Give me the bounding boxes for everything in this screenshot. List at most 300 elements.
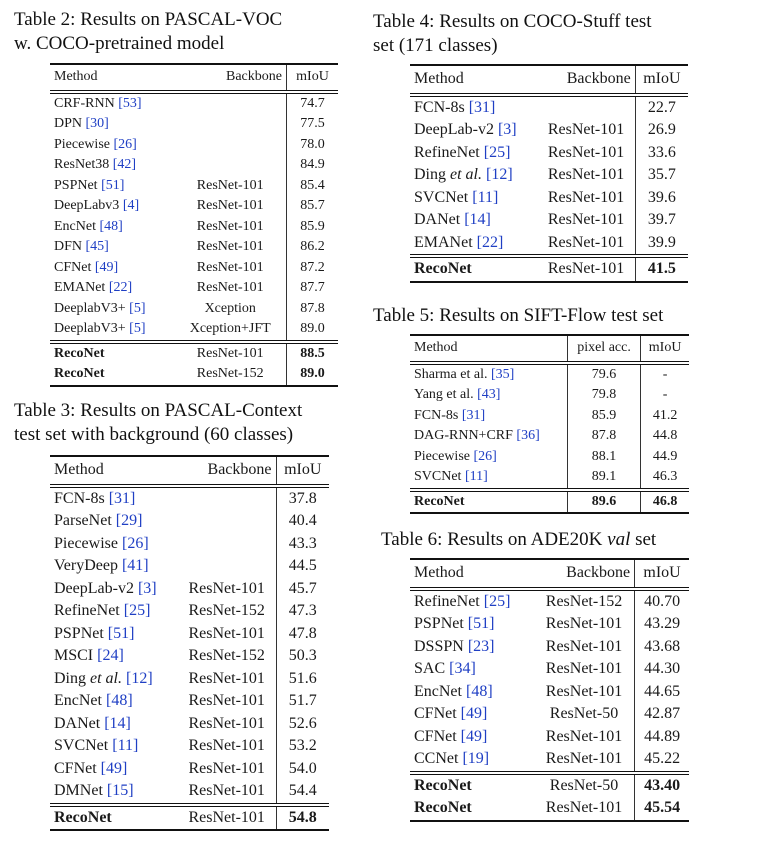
table-row [50, 578, 329, 601]
table-4-caption-line1: Table 4: Results on COCO-Stuff test [373, 11, 652, 32]
table-row [410, 232, 688, 257]
method-cell [410, 681, 534, 704]
method-cell [50, 600, 178, 623]
method-name: CRF-RNN [54, 95, 115, 111]
table-row [50, 555, 329, 578]
citation-link: [42] [112, 157, 137, 172]
table-row [410, 681, 689, 704]
table-row [50, 600, 329, 623]
table-row-ours [410, 256, 688, 282]
pixel-acc-cell: 88.1 [567, 447, 640, 468]
column-header-miou: mIoU [635, 65, 688, 95]
table-row [410, 613, 689, 636]
backbone-cell: ResNet-101 [188, 759, 265, 777]
backbone-cell [174, 92, 286, 115]
backbone-cell [174, 135, 286, 156]
method-name: RefineNet [414, 592, 480, 610]
citation-link: [43] [477, 387, 501, 402]
method-cell [410, 119, 537, 142]
pixel-acc-cell: 85.9 [567, 406, 640, 427]
method-cell-ours: RecoNet [410, 490, 567, 514]
method-name: SVCNet [54, 737, 109, 754]
header-row [50, 456, 329, 486]
backbone-cell: ResNet-101 [534, 748, 635, 773]
miou-cell: 46.3 [641, 467, 689, 490]
miou-cell-ours: 41.5 [635, 256, 688, 282]
table-5-caption [373, 304, 663, 328]
column-header-miou: mIoU [286, 64, 338, 92]
pixel-acc-cell: 79.8 [567, 385, 640, 406]
column-header-method: Method [410, 559, 534, 589]
citation-link: [14] [464, 211, 491, 228]
citation-link: [35] [490, 366, 515, 382]
method-name: EncNet [54, 218, 96, 234]
miou-cell-ours: 54.8 [276, 805, 329, 831]
method-cell [50, 623, 178, 646]
miou-cell: - [641, 363, 689, 386]
backbone-cell: ResNet-152 [545, 592, 623, 610]
ours-rows [50, 805, 329, 831]
backbone-cell [174, 155, 286, 176]
backbone-cell: ResNet-101 [188, 579, 265, 597]
method-name: DeepLabv3 [54, 198, 120, 213]
method-name: CFNet [414, 705, 457, 722]
method-name: CFNet [54, 259, 92, 275]
miou-cell: 37.8 [276, 486, 329, 511]
miou-cell: 44.5 [276, 555, 329, 578]
table-row [50, 780, 329, 805]
table-row [410, 119, 688, 142]
header-row [50, 64, 338, 92]
miou-cell: 54.0 [276, 758, 329, 781]
header-row [410, 559, 689, 589]
table-row [50, 735, 329, 758]
method-name: DANet [414, 211, 461, 228]
table-row [50, 690, 329, 713]
table-3-caption-line2: test set with background (60 classes) [14, 424, 294, 445]
ours-rows [410, 256, 688, 282]
backbone-cell: ResNet-152 [188, 602, 265, 619]
backbone-cell: ResNet-101 [196, 259, 264, 275]
method-cell [50, 690, 178, 713]
citation-link: [5] [129, 300, 146, 316]
table-row [50, 645, 329, 668]
miou-cell: 43.29 [635, 613, 689, 636]
table-row-ours [410, 773, 689, 798]
citation-link: [12] [486, 166, 513, 183]
method-name: DSSPN [414, 637, 464, 655]
miou-cell: 85.9 [286, 217, 338, 238]
method-cell [50, 196, 174, 217]
method-name: DANet [54, 714, 101, 732]
method-cell [410, 95, 537, 120]
citation-link: [11] [472, 188, 499, 206]
table-3-caption [14, 399, 302, 447]
method-name: DAG-RNN+CRF [414, 428, 513, 443]
citation-link: [34] [449, 660, 476, 677]
table-row [50, 319, 338, 342]
miou-cell: 50.3 [276, 645, 329, 668]
backbone-cell: ResNet-101 [188, 669, 265, 687]
citation-link: [25] [483, 143, 511, 161]
baseline-rows [410, 363, 689, 490]
backbone-cell [178, 533, 276, 556]
miou-cell: 39.7 [635, 209, 688, 232]
method-cell [410, 209, 537, 232]
table-row [410, 467, 689, 490]
citation-link: [30] [85, 116, 109, 131]
backbone-cell: ResNet-101 [178, 805, 276, 831]
column-header-backbone: Backbone [178, 456, 276, 486]
table-header [50, 456, 329, 486]
method-cell [410, 726, 534, 749]
method-name: SVCNet [414, 188, 469, 206]
table-row [410, 164, 688, 187]
pixel-acc-cell: 87.8 [567, 426, 640, 447]
column-header-backbone: Backbone [537, 65, 635, 95]
backbone-cell: ResNet-50 [549, 776, 619, 794]
citation-link: [48] [105, 692, 133, 709]
table-4-caption-line2: set (171 classes) [373, 35, 498, 56]
table-row [50, 533, 329, 556]
method-cell [50, 578, 178, 601]
method-name: FCN-8s [414, 98, 465, 116]
miou-cell: 40.70 [635, 589, 689, 614]
method-cell [410, 406, 567, 427]
method-cell [410, 426, 567, 447]
method-cell [50, 510, 178, 533]
citation-link: [31] [108, 489, 136, 507]
table-6-caption-prefix: Table 6: Results on ADE20K [381, 529, 608, 550]
citation-link: [51] [467, 615, 495, 632]
miou-cell: 87.7 [286, 278, 338, 299]
table-row [50, 668, 329, 691]
baseline-rows [410, 589, 689, 773]
method-cell-ours: RecoNet [50, 364, 174, 386]
method-cell [410, 658, 534, 681]
miou-cell: 77.5 [286, 114, 338, 135]
table-row-ours [410, 797, 689, 821]
method-name: FCN-8s [414, 407, 459, 423]
miou-cell: 22.7 [635, 95, 688, 120]
table-row [410, 209, 688, 232]
method-name: Yang et al. [414, 387, 474, 402]
table-row [410, 363, 689, 386]
method-name: CFNet [54, 759, 97, 777]
method-name: PSPNet [414, 615, 464, 632]
citation-link: [31] [468, 98, 496, 116]
miou-cell-ours: 45.54 [635, 797, 689, 821]
backbone-cell: ResNet-50 [549, 705, 619, 722]
table-4-caption [373, 10, 652, 58]
table-header [410, 65, 688, 95]
method-name-italic: et al. [90, 669, 122, 687]
miou-cell: 43.3 [276, 533, 329, 556]
method-name: ParseNet [54, 512, 112, 529]
backbone-cell: ResNet-101 [534, 797, 635, 821]
citation-link: [25] [483, 592, 511, 610]
table-row [410, 187, 688, 210]
citation-link: [51] [101, 177, 125, 193]
column-header-method: Method [410, 65, 537, 95]
method-name: PSPNet [54, 624, 104, 642]
ours-rows [50, 342, 338, 386]
table-row [50, 92, 338, 115]
citation-link: [19] [462, 750, 490, 767]
backbone-cell: ResNet-101 [188, 692, 265, 709]
method-cell [50, 176, 174, 197]
table-row [50, 713, 329, 736]
method-name: DeepLab-v2 [54, 579, 134, 597]
backbone-cell: ResNet-101 [537, 232, 635, 257]
backbone-cell: Xception [204, 300, 256, 316]
method-cell [50, 319, 174, 342]
method-cell-ours: RecoNet [414, 776, 472, 794]
citation-link: [31] [461, 407, 486, 423]
table-row [50, 258, 338, 279]
table-header [410, 559, 689, 589]
backbone-cell: ResNet-101 [545, 727, 623, 745]
miou-cell: 44.65 [635, 681, 689, 704]
miou-cell: 45.22 [635, 748, 689, 773]
method-name: DFN [54, 239, 83, 254]
table-row [410, 426, 689, 447]
method-cell [50, 713, 178, 736]
table-6-ade20k [410, 558, 689, 822]
miou-cell: 85.7 [286, 196, 338, 217]
pixel-acc-cell: 89.6 [567, 490, 640, 514]
method-cell [50, 758, 178, 781]
table-5-caption-line1: Table 5: Results on SIFT-Flow test set [373, 305, 664, 326]
table-row [50, 217, 338, 238]
backbone-cell: ResNet-152 [188, 647, 265, 664]
method-cell [50, 486, 178, 511]
method-cell [50, 237, 174, 258]
column-header-miou: mIoU [635, 559, 689, 589]
table-row [410, 589, 689, 614]
method-name: EMANet [414, 233, 473, 251]
method-cell [50, 278, 174, 299]
baseline-rows [410, 95, 688, 257]
table-3-pascal-context [50, 455, 329, 831]
table-row [50, 135, 338, 156]
miou-cell: 47.8 [276, 623, 329, 646]
citation-link: [49] [100, 759, 128, 777]
method-name: RefineNet [414, 143, 480, 161]
table-2-caption-line2: w. COCO-pretrained model [14, 33, 225, 54]
method-name: Ding [54, 669, 86, 687]
method-name: CFNet [414, 727, 457, 745]
backbone-cell: ResNet-101 [188, 714, 265, 732]
table-row [410, 726, 689, 749]
miou-cell-ours: 89.0 [286, 364, 338, 386]
backbone-cell: ResNet-152 [174, 364, 286, 386]
table-row [410, 636, 689, 659]
table-2-caption-line1: Table 2: Results on PASCAL-VOC [14, 9, 283, 30]
method-cell [50, 668, 178, 691]
method-name: EMANet [54, 280, 106, 295]
miou-cell-ours: 88.5 [286, 342, 338, 365]
method-cell [410, 385, 567, 406]
miou-cell: 44.9 [641, 447, 689, 468]
backbone-cell: ResNet-101 [547, 121, 625, 138]
backbone-cell: ResNet-101 [196, 177, 264, 193]
miou-cell: 54.4 [276, 780, 329, 805]
method-cell [50, 92, 174, 115]
backbone-cell: ResNet-101 [545, 637, 623, 655]
baseline-rows [50, 92, 338, 342]
table-row [50, 196, 338, 217]
table-6-caption-italic: val [607, 529, 631, 550]
method-cell [410, 467, 567, 490]
method-cell [50, 780, 178, 805]
miou-cell: 89.0 [286, 319, 338, 342]
column-header-backbone: Backbone [174, 64, 286, 92]
citation-link: [51] [107, 624, 135, 642]
table-row-ours [50, 805, 329, 831]
table-row [410, 658, 689, 681]
miou-cell: 26.9 [635, 119, 688, 142]
citation-link: [45] [85, 239, 109, 254]
backbone-cell: Xception+JFT [174, 319, 286, 342]
citation-link: [25] [123, 602, 151, 619]
backbone-cell: ResNet-101 [547, 166, 625, 183]
table-row [50, 176, 338, 197]
backbone-cell: ResNet-101 [196, 280, 264, 295]
miou-cell: 84.9 [286, 155, 338, 176]
citation-link: [41] [121, 557, 149, 574]
miou-cell: 39.9 [635, 232, 688, 257]
backbone-cell: ResNet-101 [196, 198, 264, 213]
table-row [410, 447, 689, 468]
citation-link: [14] [104, 714, 131, 732]
miou-cell: 74.7 [286, 92, 338, 115]
citation-link: [53] [118, 95, 142, 111]
method-cell [50, 258, 174, 279]
table-row [410, 748, 689, 773]
miou-cell: 45.7 [276, 578, 329, 601]
method-cell [410, 447, 567, 468]
backbone-cell: ResNet-101 [545, 615, 623, 632]
method-name: DPN [54, 116, 83, 131]
method-name: CCNet [414, 750, 459, 767]
method-cell-ours: RecoNet [50, 805, 178, 831]
citation-link: [48] [465, 682, 493, 700]
backbone-cell [174, 114, 286, 135]
method-cell-ours: RecoNet [410, 256, 537, 282]
miou-cell: 33.6 [635, 142, 688, 165]
miou-cell: 87.8 [286, 299, 338, 320]
citation-link: [49] [94, 259, 119, 275]
method-name: DeeplabV3+ [54, 300, 126, 316]
method-cell [410, 703, 534, 726]
table-6-caption-suffix: set [630, 529, 657, 550]
backbone-cell: ResNet-101 [545, 682, 623, 700]
method-cell-ours: RecoNet [410, 797, 534, 821]
method-cell [410, 636, 534, 659]
miou-cell: 51.6 [276, 668, 329, 691]
backbone-cell [178, 486, 276, 511]
method-name: RefineNet [54, 602, 120, 619]
backbone-cell: ResNet-101 [188, 624, 265, 642]
method-name: DeepLab-v2 [414, 121, 494, 138]
miou-cell: 86.2 [286, 237, 338, 258]
table-row [410, 406, 689, 427]
backbone-cell [178, 510, 276, 533]
method-name: ResNet38 [54, 157, 110, 172]
citation-link: [24] [97, 647, 124, 664]
backbone-cell: ResNet-101 [547, 211, 625, 228]
method-name: EncNet [54, 692, 102, 709]
pixel-acc-cell: 89.1 [567, 467, 640, 490]
miou-cell-ours: 46.8 [641, 490, 689, 514]
citation-link: [11] [464, 469, 488, 484]
citation-link: [49] [460, 705, 488, 722]
table-row [410, 703, 689, 726]
method-name: Piecewise [54, 534, 118, 552]
citation-link: [5] [129, 321, 146, 336]
miou-cell: 85.4 [286, 176, 338, 197]
table-6-caption [381, 528, 656, 552]
column-header-pixel-acc: pixel acc. [567, 335, 640, 363]
method-name: FCN-8s [54, 489, 105, 507]
header-row [410, 335, 689, 363]
backbone-cell: ResNet-101 [196, 239, 264, 254]
method-cell [50, 555, 178, 578]
method-cell [50, 735, 178, 758]
table-row-ours [410, 490, 689, 514]
backbone-cell: ResNet-101 [547, 188, 625, 206]
miou-cell: 51.7 [276, 690, 329, 713]
miou-cell: 44.8 [641, 426, 689, 447]
backbone-cell: ResNet-101 [178, 780, 276, 805]
method-cell [410, 232, 537, 257]
backbone-cell: ResNet-101 [196, 345, 264, 361]
method-cell [410, 748, 534, 773]
method-name: Piecewise [54, 136, 110, 152]
method-name: DeeplabV3+ [54, 321, 126, 336]
method-name: SVCNet [414, 469, 462, 484]
method-cell [50, 533, 178, 556]
backbone-cell: ResNet-101 [547, 143, 625, 161]
method-cell [50, 114, 174, 135]
method-name: Sharma et al. [414, 366, 488, 382]
citation-link: [26] [121, 534, 149, 552]
method-name: SAC [414, 660, 446, 677]
table-row [50, 623, 329, 646]
table-row [410, 385, 689, 406]
method-cell [50, 299, 174, 320]
miou-cell: 42.87 [635, 703, 689, 726]
backbone-cell: ResNet-101 [537, 256, 635, 282]
backbone-cell [178, 555, 276, 578]
column-header-method: Method [50, 456, 178, 486]
table-row [410, 142, 688, 165]
backbone-cell: ResNet-101 [188, 737, 265, 754]
column-header-method: Method [410, 335, 567, 363]
citation-link: [23] [467, 637, 495, 655]
table-row [50, 758, 329, 781]
table-2-caption [14, 8, 282, 56]
miou-cell-ours: 43.40 [635, 773, 689, 798]
miou-cell: 39.6 [635, 187, 688, 210]
method-name: Ding [414, 166, 446, 183]
miou-cell: 52.6 [276, 713, 329, 736]
table-row [410, 95, 688, 120]
citation-link: [49] [460, 727, 488, 745]
table-row [50, 299, 338, 320]
table-header [50, 64, 338, 92]
